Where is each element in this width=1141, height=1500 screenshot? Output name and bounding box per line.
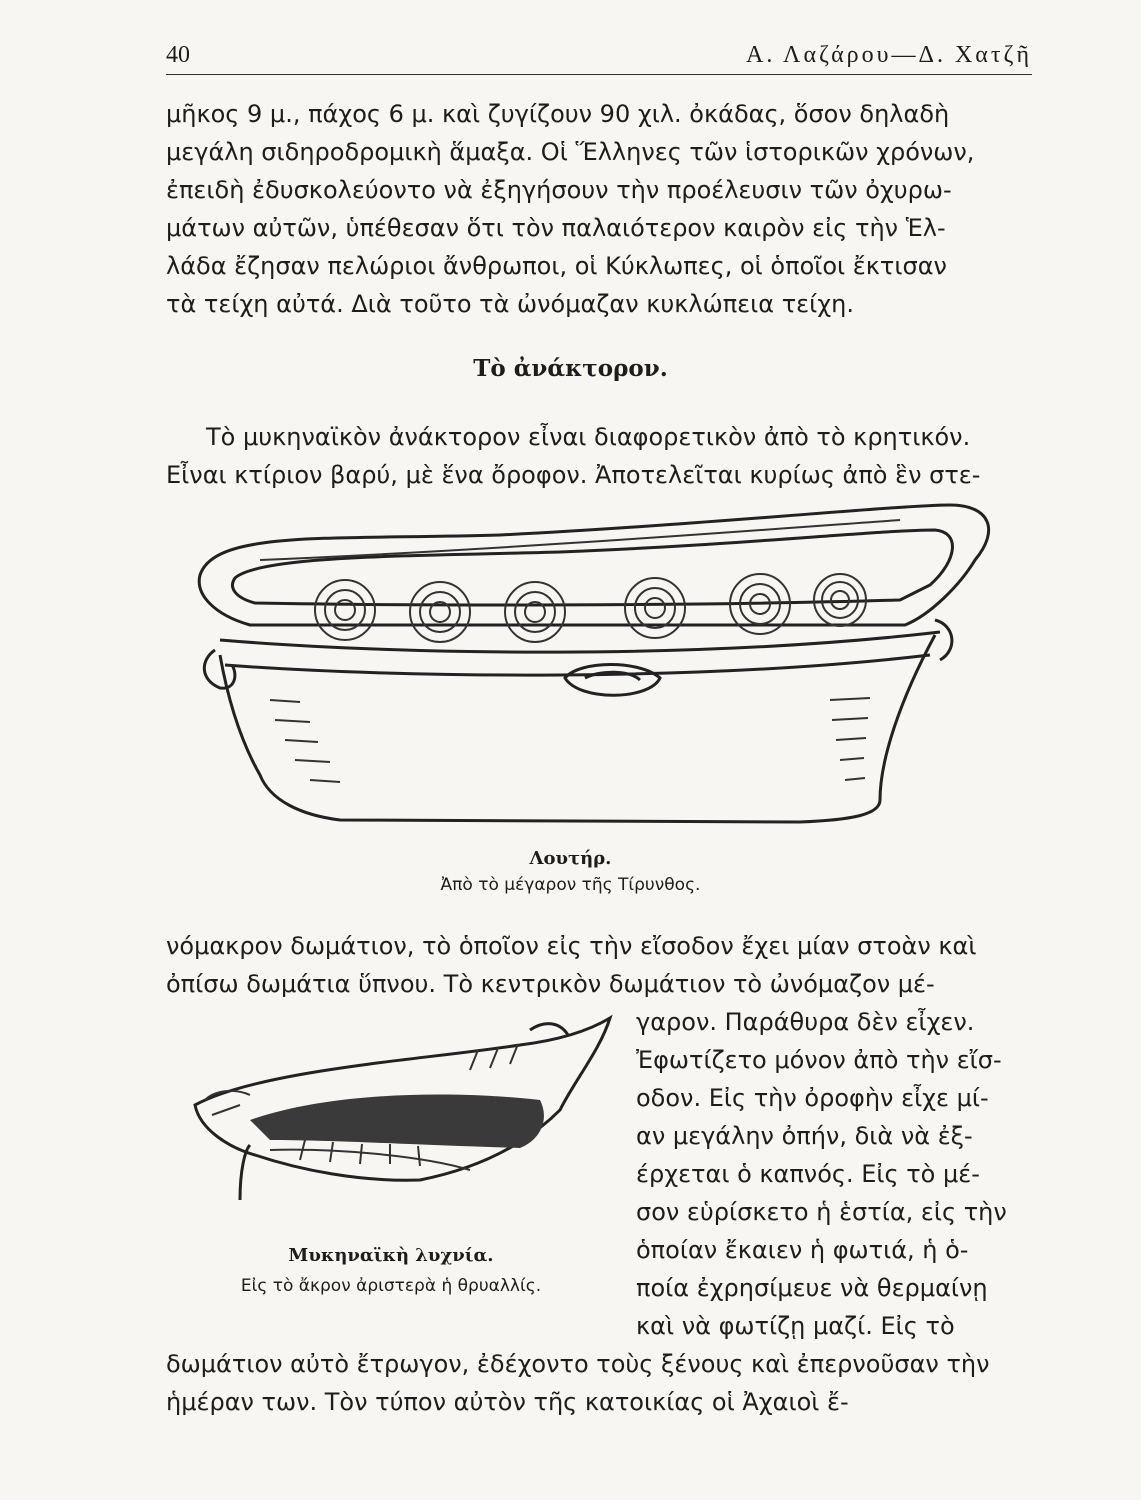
text-line: σον εὑρίσκετο ἡ ἑστία, εἰς τὴν [636,1198,1007,1226]
text-line: οδον. Εἰς τὴν ὀροφὴν εἶχε μί- [636,1084,989,1112]
text-line: ὀπίσω δωμάτια ὕπνου. Τὸ κεντρικὸν δωμάτιον τὸ ὠνόμαζον μέ- [166,970,935,998]
text-line: ὁποίαν ἔκαιεν ἡ φωτιά, ἡ ὁ- [636,1236,969,1264]
text-line: μεγάλη σιδηροδρομικὴ ἅμαξα. Οἱ Ἕλληνες τῶν ἱστορικῶν χρόνων, [166,138,975,166]
lamp-caption-title: Μυκηναϊκὴ λυχνία. [288,1245,494,1266]
bathtub-caption-title: Λουτήρ. [529,848,612,869]
text-line: μῆκος 9 μ., πάχος 6 μ. καὶ ζυγίζουν 90 χιλ. ὀκάδας, ὅσον δηλαδὴ [166,100,950,128]
text-line: Τὸ μυκηναϊκὸν ἀνάκτορον εἶναι διαφορετικὸν ἀπὸ τὸ κρητικόν. [206,423,971,451]
bathtub-caption-subtitle: Ἀπὸ τὸ μέγαρον τῆς Τίρυνθος. [440,875,701,895]
text-line: μάτων αὐτῶν, ὑπέθεσαν ὅτι τὸν παλαιότερον καιρὸν εἰς τὴν Ἑλ- [166,214,946,242]
section-heading: Τὸ ἀνάκτορον. [473,355,668,382]
text-line: νόμακρον δωμάτιον, τὸ ὁποῖον εἰς τὴν εἴσοδον ἔχει μίαν στοὰν καὶ [166,932,977,960]
text-line: λάδα ἔζησαν πελώριοι ἄνθρωποι, οἱ Κύκλωπες, οἱ ὁποῖοι ἔκτισαν [166,252,947,280]
running-head: Α. Λαζάρου—Δ. Χατζῆ [746,42,1032,68]
text-line: ποία ἐχρησίμευε νὰ θερμαίνῃ [636,1274,988,1302]
text-line: τὰ τείχη αὐτά. Διὰ τοῦτο τὰ ὠνόμαζαν κυκλώπεια τείχη. [166,290,854,318]
lamp-caption-subtitle: Εἰς τὸ ἄκρον ἀριστερὰ ἡ θρυαλλίς. [240,1276,542,1296]
page-number: 40 [166,42,190,68]
text-line: αν μεγάλην ὀπήν, διὰ νὰ ἐξ- [636,1122,973,1150]
text-line: καὶ νὰ φωτίζῃ μαζί. Εἰς τὸ [636,1312,955,1340]
text-line: έρχεται ὁ καπνός. Εἰς τὸ μέ- [636,1160,980,1188]
text-line: ἐπειδὴ ἐδυσκολεύοντο νὰ ἐξηγήσουν τὴν προέλευσιν τῶν ὀχυρω- [166,176,952,204]
text-line: ἡμέραν των. Τὸν τύπον αὐτὸν τῆς κατοικίας οἱ Ἀχαιοὶ ἔ- [166,1388,849,1416]
text-line: δωμάτιον αὐτὸ ἔτρωγον, ἐδέχοντο τοὺς ξένους καὶ ἐπερνοῦσαν τὴν [166,1350,990,1378]
text-line: Ἐφωτίζετο μόνον ἀπὸ τὴν εἴσ- [636,1046,1002,1074]
text-line: γαρον. Παράθυρα δὲν εἶχεν. [636,1008,975,1036]
text-line: Εἶναι κτίριον βαρύ, μὲ ἕνα ὄροφον. Ἀποτελεῖται κυρίως ἀπὸ ἓν στε- [166,461,981,489]
